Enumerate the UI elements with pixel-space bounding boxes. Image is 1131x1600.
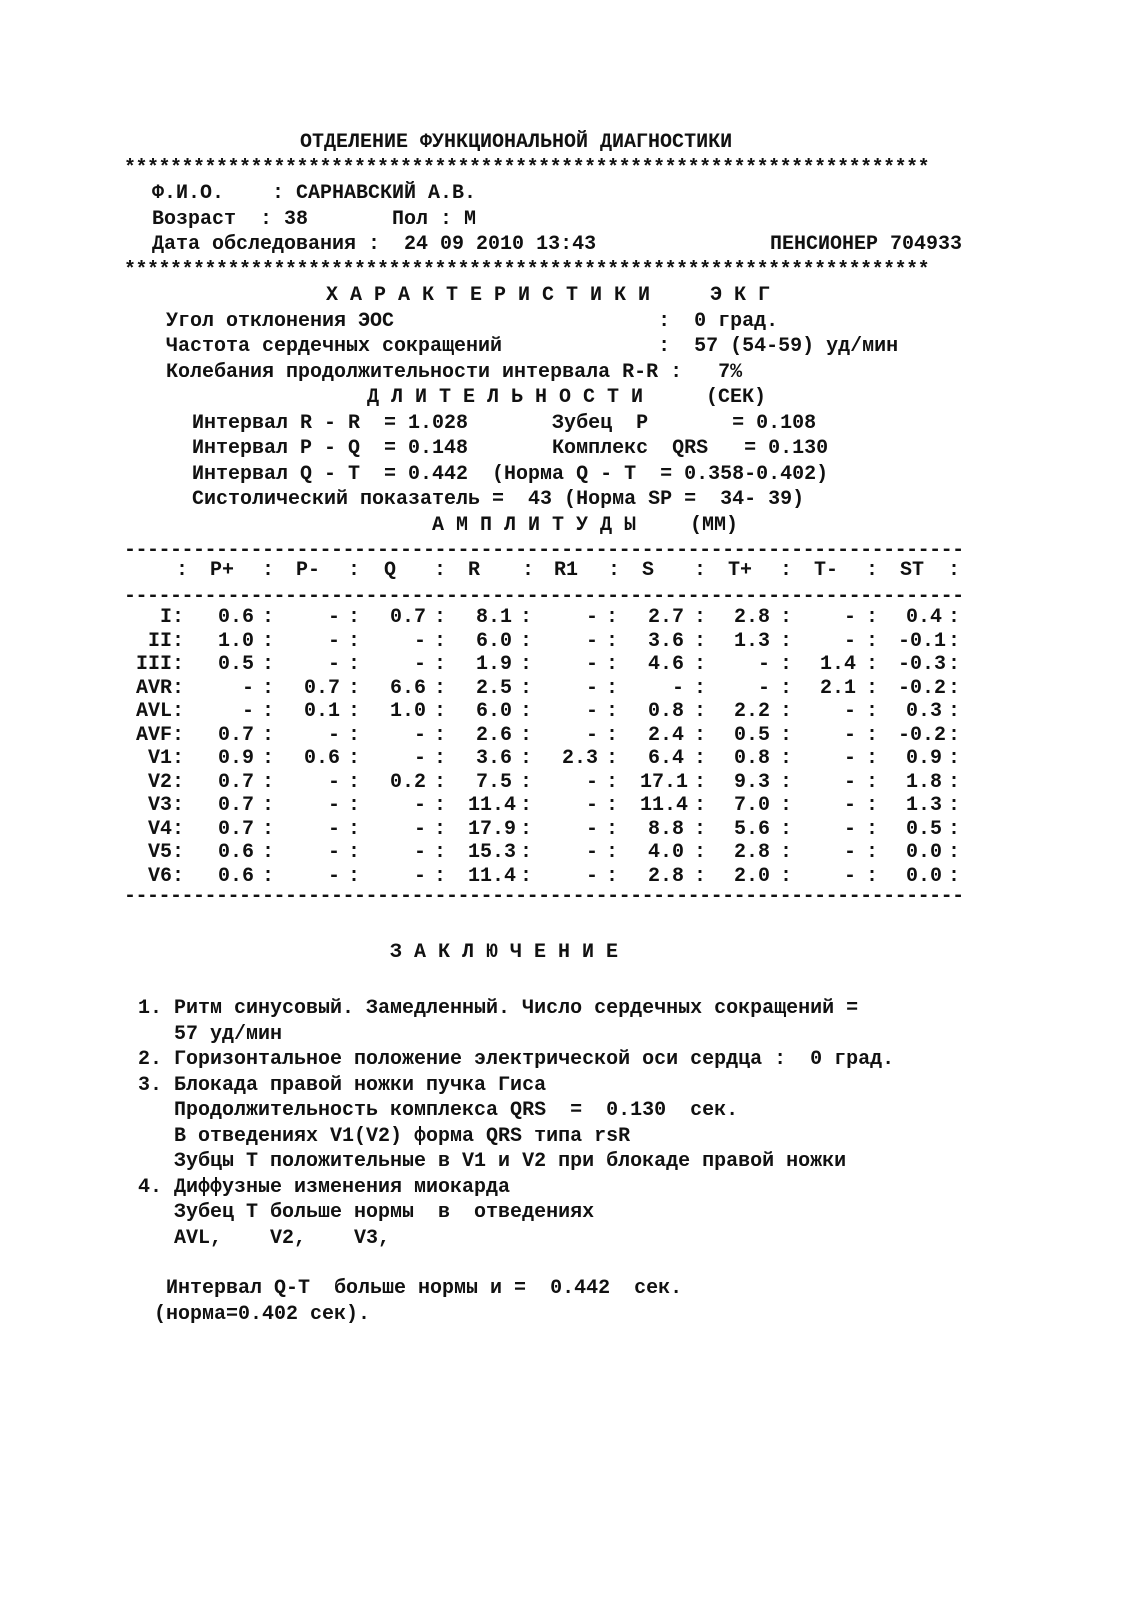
table-row — [128, 841, 998, 865]
cell-r: 6.0 — [475, 700, 512, 723]
column-separator: : — [606, 629, 619, 653]
column-separator: : — [780, 817, 793, 841]
cell-t-plus: 9.3 — [733, 770, 770, 794]
column-separator: : — [348, 864, 361, 888]
column-separator: : — [434, 700, 447, 723]
column-separator: : — [948, 817, 961, 841]
column-separator: : — [262, 841, 275, 864]
cell-p-minus: 0.1 — [303, 700, 340, 723]
column-separator: : — [694, 700, 707, 723]
column-separator: : — [606, 794, 619, 817]
column-separator: : — [694, 841, 707, 864]
patient-age-sex: Возраст : 38 Пол : М — [152, 208, 477, 231]
table-row — [128, 724, 998, 748]
cell-p-plus: 1.0 — [217, 629, 254, 653]
duration-line-4: Систолический показатель = 43 (Норма SP = 34- 39) — [192, 488, 805, 511]
cell-r1: - — [585, 723, 598, 747]
cell-t-plus: 7.0 — [733, 794, 770, 817]
column-separator: : — [262, 747, 275, 770]
column-separator: : — [520, 629, 533, 653]
header-sep: : — [866, 559, 879, 582]
lead-label: V4: — [147, 817, 184, 841]
column-separator: : — [348, 629, 361, 653]
lead-label: V3: — [147, 794, 184, 817]
conclusion-line: 4. Диффузные изменения миокарда — [138, 1176, 511, 1199]
cell-q: - — [413, 794, 426, 817]
table-row — [128, 818, 998, 842]
column-separator: : — [434, 676, 447, 700]
cell-st: 0.4 — [905, 606, 942, 629]
table-row — [128, 771, 998, 795]
column-separator: : — [348, 606, 361, 629]
cell-p-minus: - — [327, 606, 340, 629]
lead-label: AVF: — [135, 723, 184, 747]
table-row — [128, 653, 998, 677]
cell-p-minus: 0.6 — [303, 747, 340, 770]
cell-s: 6.4 — [647, 747, 684, 770]
column-separator: : — [780, 676, 793, 700]
duration-line-1: Интервал R - R = 1.028 Зубец P = 0.108 — [192, 412, 817, 435]
column-separator: : — [348, 723, 361, 747]
cell-p-plus: 0.6 — [217, 606, 254, 629]
conclusion-line: 1. Ритм синусовый. Замедленный. Число сердечных сокращений = — [138, 997, 859, 1020]
cell-q: - — [413, 653, 426, 676]
conclusion-line: Продолжительность комплекса QRS = 0.130 сек. — [138, 1099, 739, 1122]
lead-label: II: — [147, 629, 184, 653]
column-separator: : — [694, 723, 707, 747]
patient-status: ПЕНСИОНЕР 704933 — [770, 233, 963, 256]
cell-p-plus: 0.6 — [217, 841, 254, 864]
column-separator: : — [948, 653, 961, 676]
cell-s: 3.6 — [647, 629, 684, 653]
column-separator: : — [262, 794, 275, 817]
header-r1: R1 — [554, 559, 579, 582]
column-separator: : — [780, 747, 793, 770]
header-sep: : — [780, 559, 793, 582]
cell-p-plus: - — [241, 700, 254, 723]
cell-p-plus: 0.7 — [217, 817, 254, 841]
cell-q: 0.2 — [389, 770, 426, 794]
column-separator: : — [606, 653, 619, 676]
column-separator: : — [694, 747, 707, 770]
column-separator: : — [694, 629, 707, 653]
cell-t-plus: - — [757, 653, 770, 676]
column-separator: : — [948, 606, 961, 629]
lead-label: I: — [159, 606, 184, 629]
amplitude-table-body — [128, 606, 998, 888]
cell-r: 2.5 — [475, 676, 512, 700]
column-separator: : — [694, 770, 707, 794]
cell-st: 0.0 — [905, 841, 942, 864]
table-row — [128, 794, 998, 818]
lead-label: AVR: — [135, 676, 184, 700]
column-separator: : — [520, 770, 533, 794]
column-separator: : — [866, 676, 879, 700]
header-r: R — [468, 559, 481, 582]
column-separator: : — [866, 864, 879, 888]
column-separator: : — [948, 770, 961, 794]
department-title: ОТДЕЛЕНИЕ ФУНКЦИОНАЛЬНОЙ ДИАГНОСТИКИ — [300, 131, 733, 154]
column-separator: : — [948, 723, 961, 747]
column-separator: : — [948, 794, 961, 817]
cell-p-minus: 0.7 — [303, 676, 340, 700]
star-rule-top: ********************************************************************** — [124, 157, 930, 180]
cell-t-minus: - — [843, 747, 856, 770]
column-separator: : — [520, 864, 533, 888]
column-separator: : — [348, 770, 361, 794]
cell-r: 11.4 — [468, 864, 517, 888]
column-separator: : — [348, 676, 361, 700]
cell-st: 0.3 — [905, 700, 942, 723]
column-separator: : — [780, 770, 793, 794]
column-separator: : — [262, 723, 275, 747]
cell-p-plus: 0.5 — [217, 653, 254, 676]
star-rule-bottom: ********************************************************************** — [124, 259, 930, 282]
amplitude-table-header — [128, 558, 998, 582]
cell-t-minus: - — [843, 794, 856, 817]
table-row — [128, 747, 998, 771]
cell-p-minus: - — [327, 629, 340, 653]
cell-r1: - — [585, 770, 598, 794]
cell-st: -0.3 — [898, 653, 947, 676]
column-separator: : — [866, 606, 879, 629]
cell-p-minus: - — [327, 653, 340, 676]
cell-t-minus: - — [843, 841, 856, 864]
lead-label: V2: — [147, 770, 184, 794]
column-separator: : — [780, 606, 793, 629]
header-sep: : — [522, 559, 535, 582]
duration-line-2: Интервал P - Q = 0.148 Комплекс QRS = 0.130 — [192, 437, 829, 460]
cell-r1: - — [585, 700, 598, 723]
column-separator: : — [348, 841, 361, 864]
column-separator: : — [948, 629, 961, 653]
conclusion-line: Зубцы Т положительные в V1 и V2 при блокаде правой ножки — [138, 1150, 847, 1173]
cell-r1: - — [585, 841, 598, 864]
cell-p-minus: - — [327, 864, 340, 888]
cell-t-minus: - — [843, 700, 856, 723]
cell-p-minus: - — [327, 841, 340, 864]
column-separator: : — [262, 770, 275, 794]
column-separator: : — [348, 817, 361, 841]
dash-rule-bottom: ------------------------------------------------------------------------- — [124, 885, 964, 908]
amplitudes-heading: АМПЛИТУДЫ — [432, 514, 649, 537]
axis-angle-line: Угол отклонения ЭОС : 0 град. — [166, 310, 779, 333]
column-separator: : — [780, 841, 793, 864]
cell-r1: - — [585, 676, 598, 700]
column-separator: : — [262, 676, 275, 700]
cell-r1: - — [585, 794, 598, 817]
cell-st: -0.1 — [898, 629, 947, 653]
dash-rule-mid: ------------------------------------------------------------------------- — [124, 585, 964, 608]
column-separator: : — [348, 653, 361, 676]
cell-q: 6.6 — [389, 676, 426, 700]
column-separator: : — [348, 700, 361, 723]
cell-s: 4.0 — [647, 841, 684, 864]
lead-label: V6: — [147, 864, 184, 888]
conclusion-line: 57 уд/мин — [138, 1023, 283, 1046]
column-separator: : — [866, 747, 879, 770]
duration-line-3: Интервал Q - T = 0.442 (Норма Q - T = 0.358-0.402) — [192, 463, 829, 486]
cell-t-plus: 2.8 — [733, 841, 770, 864]
qt-interval-note: Интервал Q-T больше нормы и = 0.442 сек. — [166, 1277, 683, 1300]
cell-s: - — [671, 676, 684, 700]
cell-s: 2.7 — [647, 606, 684, 629]
cell-p-plus: - — [241, 676, 254, 700]
column-separator: : — [434, 723, 447, 747]
conclusion-line: 2. Горизонтальное положение электрической оси сердца : 0 град. — [138, 1048, 895, 1071]
cell-t-plus: 2.0 — [733, 864, 770, 888]
column-separator: : — [694, 653, 707, 676]
column-separator: : — [434, 794, 447, 817]
amplitudes-unit: (ММ) — [690, 514, 739, 537]
cell-q: - — [413, 864, 426, 888]
column-separator: : — [520, 653, 533, 676]
cell-r1: - — [585, 629, 598, 653]
cell-r: 7.5 — [475, 770, 512, 794]
cell-t-minus: - — [843, 817, 856, 841]
cell-s: 0.8 — [647, 700, 684, 723]
column-separator: : — [694, 794, 707, 817]
cell-r: 8.1 — [475, 606, 512, 629]
header-sep: : — [948, 559, 961, 582]
conclusion-heading: ЗАКЛЮЧЕНИЕ — [390, 941, 631, 964]
durations-unit: (СЕК) — [706, 386, 767, 409]
cell-r1: - — [585, 606, 598, 629]
cell-s: 2.8 — [647, 864, 684, 888]
column-separator: : — [948, 864, 961, 888]
header-p-minus: P- — [296, 559, 321, 582]
column-separator: : — [262, 817, 275, 841]
cell-r1: - — [585, 653, 598, 676]
dash-rule-top: ------------------------------------------------------------------------- — [124, 539, 964, 562]
cell-r: 15.3 — [468, 841, 517, 864]
header-p-plus: P+ — [210, 559, 235, 582]
cell-p-minus: - — [327, 770, 340, 794]
lead-label: V5: — [147, 841, 184, 864]
column-separator: : — [866, 629, 879, 653]
column-separator: : — [348, 747, 361, 770]
column-separator: : — [866, 841, 879, 864]
cell-t-plus: 1.3 — [733, 629, 770, 653]
column-separator: : — [694, 817, 707, 841]
cell-s: 8.8 — [647, 817, 684, 841]
column-separator: : — [262, 606, 275, 629]
cell-t-minus: - — [843, 606, 856, 629]
cell-r1: - — [585, 864, 598, 888]
column-separator: : — [520, 700, 533, 723]
column-separator: : — [434, 841, 447, 864]
column-separator: : — [948, 747, 961, 770]
lead-label: V1: — [147, 747, 184, 770]
characteristics-heading: ХАРАКТЕРИСТИКИ ЭКГ — [326, 284, 783, 307]
cell-s: 2.4 — [647, 723, 684, 747]
column-separator: : — [606, 841, 619, 864]
column-separator: : — [606, 864, 619, 888]
cell-p-plus: 0.7 — [217, 794, 254, 817]
header-sep: : — [176, 559, 189, 582]
cell-st: -0.2 — [898, 723, 947, 747]
cell-r: 1.9 — [475, 653, 512, 676]
qt-norm-note: (норма=0.402 сек). — [154, 1303, 371, 1326]
heart-rate-line: Частота сердечных сокращений : 57 (54-59) уд/мин — [166, 335, 899, 358]
cell-st: 1.3 — [905, 794, 942, 817]
cell-st: -0.2 — [898, 676, 947, 700]
exam-date: Дата обследования : 24 09 2010 13:43 — [152, 233, 597, 256]
column-separator: : — [780, 864, 793, 888]
column-separator: : — [780, 794, 793, 817]
table-row — [128, 606, 998, 630]
column-separator: : — [694, 676, 707, 700]
column-separator: : — [520, 747, 533, 770]
column-separator: : — [866, 700, 879, 723]
cell-r: 2.6 — [475, 723, 512, 747]
cell-s: 17.1 — [640, 770, 689, 794]
column-separator: : — [948, 700, 961, 723]
header-q: Q — [384, 559, 397, 582]
column-separator: : — [434, 629, 447, 653]
cell-r: 6.0 — [475, 629, 512, 653]
column-separator: : — [606, 700, 619, 723]
cell-q: - — [413, 841, 426, 864]
conclusion-line: AVL, V2, V3, — [138, 1227, 391, 1250]
cell-r: 17.9 — [468, 817, 517, 841]
cell-s: 11.4 — [640, 794, 689, 817]
column-separator: : — [520, 841, 533, 864]
lead-label: III: — [135, 653, 184, 676]
column-separator: : — [780, 700, 793, 723]
column-separator: : — [780, 653, 793, 676]
column-separator: : — [262, 653, 275, 676]
cell-t-plus: 2.2 — [733, 700, 770, 723]
cell-r: 11.4 — [468, 794, 517, 817]
cell-t-minus: 2.1 — [819, 676, 856, 700]
column-separator: : — [434, 770, 447, 794]
column-separator: : — [694, 606, 707, 629]
header-sep: : — [694, 559, 707, 582]
table-row — [128, 700, 998, 724]
header-sep: : — [262, 559, 275, 582]
cell-t-plus: - — [757, 676, 770, 700]
cell-st: 0.9 — [905, 747, 942, 770]
lead-label: AVL: — [135, 700, 184, 723]
column-separator: : — [520, 723, 533, 747]
cell-q: - — [413, 723, 426, 747]
column-separator: : — [780, 723, 793, 747]
cell-p-plus: 0.7 — [217, 770, 254, 794]
column-separator: : — [606, 606, 619, 629]
column-separator: : — [434, 864, 447, 888]
column-separator: : — [866, 653, 879, 676]
column-separator: : — [520, 606, 533, 629]
column-separator: : — [520, 794, 533, 817]
cell-q: - — [413, 747, 426, 770]
cell-t-plus: 2.8 — [733, 606, 770, 629]
cell-t-minus: 1.4 — [819, 653, 856, 676]
cell-p-minus: - — [327, 794, 340, 817]
cell-p-plus: 0.7 — [217, 723, 254, 747]
column-separator: : — [866, 794, 879, 817]
header-sep: : — [434, 559, 447, 582]
cell-p-minus: - — [327, 817, 340, 841]
cell-t-minus: - — [843, 864, 856, 888]
header-sep: : — [608, 559, 621, 582]
cell-p-plus: 0.6 — [217, 864, 254, 888]
cell-t-minus: - — [843, 629, 856, 653]
cell-r: 3.6 — [475, 747, 512, 770]
cell-p-plus: 0.9 — [217, 747, 254, 770]
header-sep: : — [348, 559, 361, 582]
cell-p-minus: - — [327, 723, 340, 747]
table-row — [128, 677, 998, 701]
column-separator: : — [694, 864, 707, 888]
cell-r1: - — [585, 817, 598, 841]
cell-st: 1.8 — [905, 770, 942, 794]
column-separator: : — [606, 817, 619, 841]
column-separator: : — [348, 794, 361, 817]
column-separator: : — [606, 676, 619, 700]
header-s: S — [642, 559, 655, 582]
column-separator: : — [520, 817, 533, 841]
conclusion-line: 3. Блокада правой ножки пучка Гиса — [138, 1074, 547, 1097]
column-separator: : — [262, 629, 275, 653]
header-t-plus: T+ — [728, 559, 753, 582]
column-separator: : — [948, 676, 961, 700]
column-separator: : — [606, 723, 619, 747]
cell-q: - — [413, 817, 426, 841]
column-separator: : — [866, 723, 879, 747]
cell-s: 4.6 — [647, 653, 684, 676]
cell-t-minus: - — [843, 723, 856, 747]
cell-r1: 2.3 — [561, 747, 598, 770]
conclusion-line: Зубец Т больше нормы в отведениях — [138, 1201, 595, 1224]
column-separator: : — [434, 653, 447, 676]
cell-st: 0.0 — [905, 864, 942, 888]
table-row — [128, 630, 998, 654]
durations-heading: ДЛИТЕЛЬНОСТИ — [367, 386, 656, 409]
cell-t-minus: - — [843, 770, 856, 794]
column-separator: : — [606, 770, 619, 794]
amplitude-table — [128, 558, 998, 582]
column-separator: : — [520, 676, 533, 700]
cell-t-plus: 0.8 — [733, 747, 770, 770]
cell-q: 0.7 — [389, 606, 426, 629]
column-separator: : — [434, 747, 447, 770]
patient-name: Ф.И.О. : САРНАВСКИЙ А.В. — [152, 182, 477, 205]
column-separator: : — [866, 817, 879, 841]
cell-t-plus: 5.6 — [733, 817, 770, 841]
column-separator: : — [262, 700, 275, 723]
column-separator: : — [434, 817, 447, 841]
column-separator: : — [948, 841, 961, 864]
cell-q: - — [413, 629, 426, 653]
cell-st: 0.5 — [905, 817, 942, 841]
column-separator: : — [780, 629, 793, 653]
column-separator: : — [866, 770, 879, 794]
cell-q: 1.0 — [389, 700, 426, 723]
column-separator: : — [606, 747, 619, 770]
conclusion-line: В отведениях V1(V2) форма QRS типа rsR — [138, 1125, 631, 1148]
column-separator: : — [262, 864, 275, 888]
header-st: ST — [900, 559, 925, 582]
column-separator: : — [434, 606, 447, 629]
header-t-minus: T- — [814, 559, 839, 582]
rr-variability-line: Колебания продолжительности интервала R-R : 7% — [166, 361, 743, 384]
cell-t-plus: 0.5 — [733, 723, 770, 747]
